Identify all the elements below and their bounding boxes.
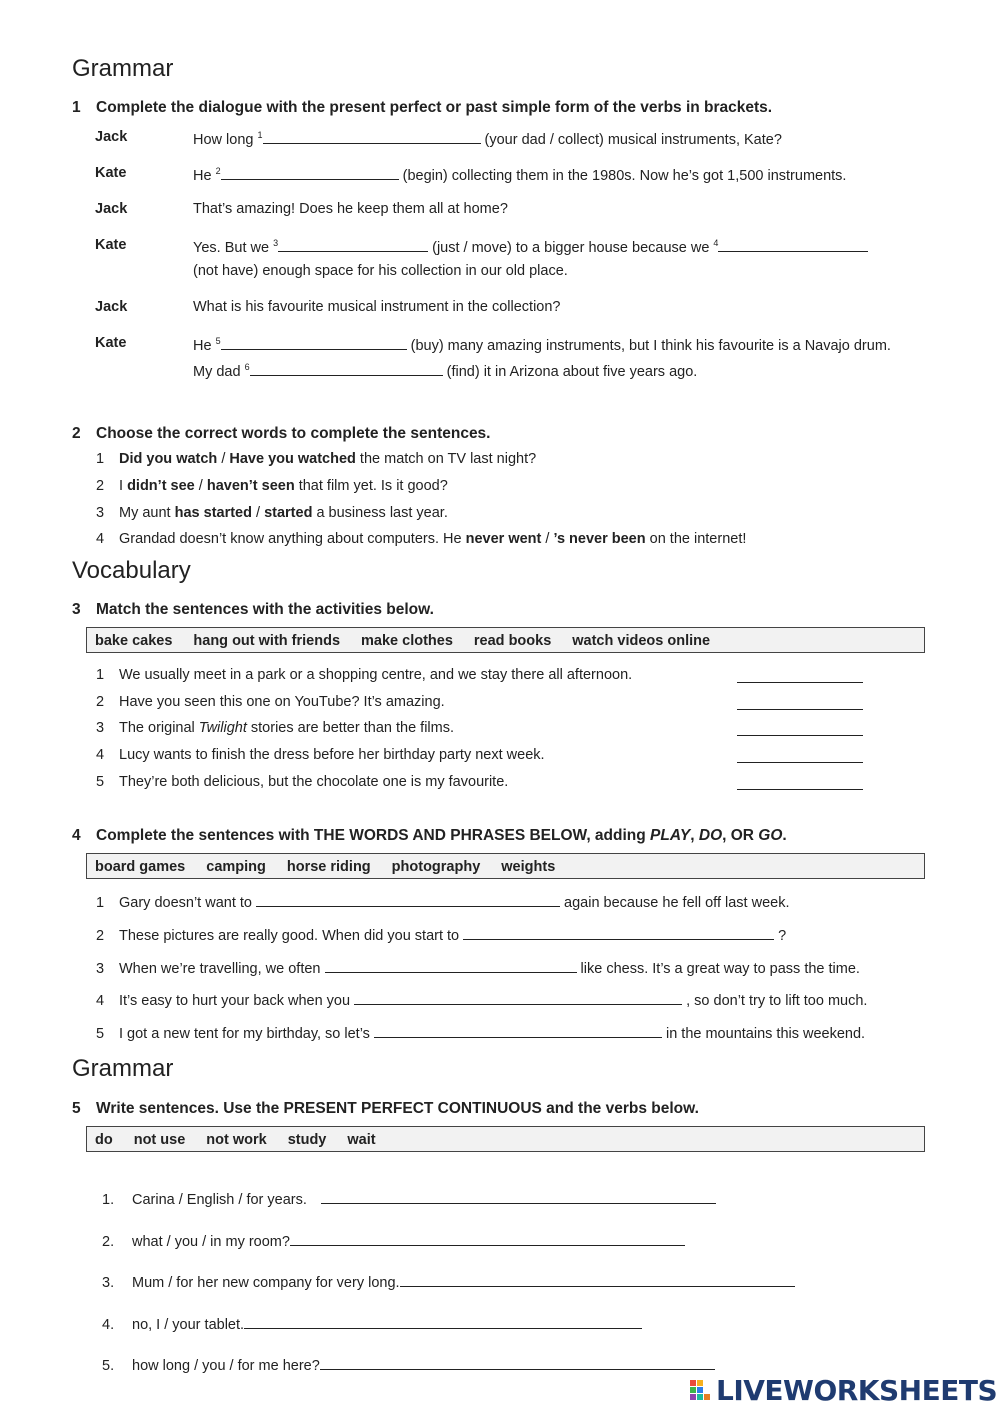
choice-item: 1 Did you watch / Have you watched the match on TV last night? [96, 451, 537, 467]
match-item: 5 They’re both delicious, but the chocolate one is my favourite. [96, 774, 509, 790]
answer-blank[interactable] [354, 990, 682, 1005]
fill-item: 3 When we’re travelling, we often like chess. It’s a great way to pass the time. [96, 958, 860, 977]
choice-option-b[interactable]: ’s never been [553, 531, 646, 547]
fill-item: 1 Gary doesn’t want to again because he fell off last week. [96, 892, 789, 911]
word-option: wait [347, 1132, 376, 1148]
choice-option-a[interactable]: has started [174, 505, 252, 521]
question-number: 1 [72, 99, 81, 116]
write-item: 3. Mum / for her new company for very long. [102, 1272, 795, 1291]
answer-blank[interactable] [463, 925, 774, 940]
answer-blank[interactable] [374, 1023, 662, 1038]
question-3-heading: 3 Match the sentences with the activities below. [72, 601, 434, 618]
speaker: Kate [95, 237, 127, 253]
answer-blank-2[interactable] [221, 165, 399, 180]
choice-option-a[interactable]: didn’t see [127, 478, 195, 494]
match-item: 4 Lucy wants to finish the dress before her birthday party next week. [96, 747, 545, 763]
choice-item: 3 My aunt has started / started a business last year. [96, 505, 448, 521]
answer-blank[interactable] [320, 1355, 715, 1370]
answer-blank-4[interactable] [718, 237, 868, 252]
speaker: Jack [95, 201, 128, 217]
word-box [86, 853, 925, 879]
dialogue-line: How long $^1$ (your dad / collect) musical instruments, Kate? [193, 130, 782, 148]
dialogue-line: Yes. But we $^3$ (just / move) to a bigger house because we $^4$ [193, 237, 868, 256]
word-option: weights [501, 859, 556, 875]
answer-blank[interactable] [321, 1189, 716, 1204]
speaker: Jack [95, 129, 128, 145]
question-4-heading: 4 Complete the sentences with THE WORDS AND PHRASES BELOW, adding PLAY, DO, OR GO. [72, 827, 787, 844]
question-1-heading [72, 99, 772, 117]
logo-cubes-icon [690, 1380, 712, 1404]
choice-item: 4 Grandad doesn’t know anything about computers. He never went / ’s never been on the internet! [96, 531, 747, 547]
word-option: make clothes [361, 633, 453, 649]
dialogue-line: That’s amazing! Does he keep them all at home? [193, 201, 508, 217]
answer-blank[interactable] [256, 892, 560, 907]
choice-option-b[interactable]: Have you watched [229, 451, 356, 467]
fill-item: 2 These pictures are really good. When did you start to ? [96, 925, 786, 944]
dialogue-line: What is his favourite musical instrument in the collection? [193, 299, 561, 315]
word-option: not work [206, 1132, 267, 1148]
section-title-grammar: Grammar [72, 1055, 174, 1082]
word-option: do [95, 1132, 113, 1148]
choice-option-b[interactable]: haven’t seen [206, 478, 295, 494]
word-option: photography [391, 859, 481, 875]
fill-item: 5 I got a new tent for my birthday, so let’s in the mountains this weekend. [96, 1023, 865, 1042]
speaker: Kate [95, 335, 127, 351]
match-item: 1 We usually meet in a park or a shopping centre, and we stay there all afternoon. [96, 667, 633, 683]
section-title-vocabulary: Vocabulary [72, 557, 191, 584]
choice-item: 2 I didn’t see / haven’t seen that film yet. Is it good? [96, 478, 448, 494]
choice-option-a[interactable]: Did you watch [119, 451, 218, 467]
dialogue-line-continued: My dad $^6$ (find) it in Arizona about five years ago. [193, 362, 698, 380]
dialogue-line-continued: (not have) enough space for his collection in our old place. [193, 263, 568, 279]
write-item: 1. Carina / English / for years. [102, 1189, 716, 1208]
fill-item: 4 It’s easy to hurt your back when you , so don’t try to lift too much. [96, 990, 867, 1009]
answer-blank-1[interactable] [263, 129, 481, 144]
dialogue-line: He $^5$ (buy) many amazing instruments, but I think his favourite is a Navajo drum. [193, 336, 891, 354]
answer-blank[interactable] [737, 695, 863, 710]
word-option: board games [95, 859, 186, 875]
question-2-heading: 2 Choose the correct words to complete the sentences. [72, 425, 491, 442]
answer-blank-5[interactable] [221, 335, 407, 350]
answer-blank[interactable] [737, 721, 863, 736]
word-option: hang out with friends [193, 633, 341, 649]
answer-blank-6[interactable] [250, 361, 443, 376]
write-item: 2. what / you / in my room? [102, 1231, 685, 1250]
logo-text: LIVEWORKSHEETS [716, 1374, 998, 1407]
liveworksheets-logo [690, 1374, 998, 1408]
answer-blank[interactable] [737, 775, 863, 790]
choice-option-a[interactable]: never went [465, 531, 542, 547]
speaker: Jack [95, 299, 128, 315]
word-option: watch videos online [572, 633, 711, 649]
answer-blank[interactable] [400, 1272, 795, 1287]
match-item: 3 The original Twilight stories are better than the films. [96, 720, 454, 736]
answer-blank[interactable] [290, 1231, 685, 1246]
dialogue-line: He $^2$ (begin) collecting them in the 1980s. Now he’s got 1,500 instruments. [193, 166, 847, 184]
answer-blank-3[interactable] [278, 237, 428, 252]
answer-blank[interactable] [737, 668, 863, 683]
word-option: bake cakes [95, 633, 173, 649]
write-item: 5. how long / you / for me here? [102, 1355, 715, 1374]
match-item: 2 Have you seen this one on YouTube? It’s amazing. [96, 694, 445, 710]
choice-option-b[interactable]: started [264, 505, 313, 521]
write-item: 4. no, I / your tablet. [102, 1314, 642, 1333]
word-box [86, 1126, 925, 1152]
word-box [86, 627, 925, 653]
speaker: Kate [95, 165, 127, 181]
answer-blank[interactable] [244, 1314, 642, 1329]
answer-blank[interactable] [325, 958, 577, 973]
word-option: read books [473, 633, 552, 649]
answer-blank[interactable] [737, 748, 863, 763]
word-option: camping [206, 859, 266, 875]
word-option: horse riding [286, 859, 371, 875]
section-title-grammar: Grammar [72, 55, 174, 82]
question-5-heading: 5 Write sentences. Use the PRESENT PERFECT CONTINUOUS and the verbs below. [72, 1100, 699, 1117]
word-option: not use [133, 1132, 186, 1148]
word-option: study [287, 1132, 327, 1148]
question-instruction: Complete the dialogue with the present perfect or past simple form of the verbs in brackets. [96, 99, 773, 116]
